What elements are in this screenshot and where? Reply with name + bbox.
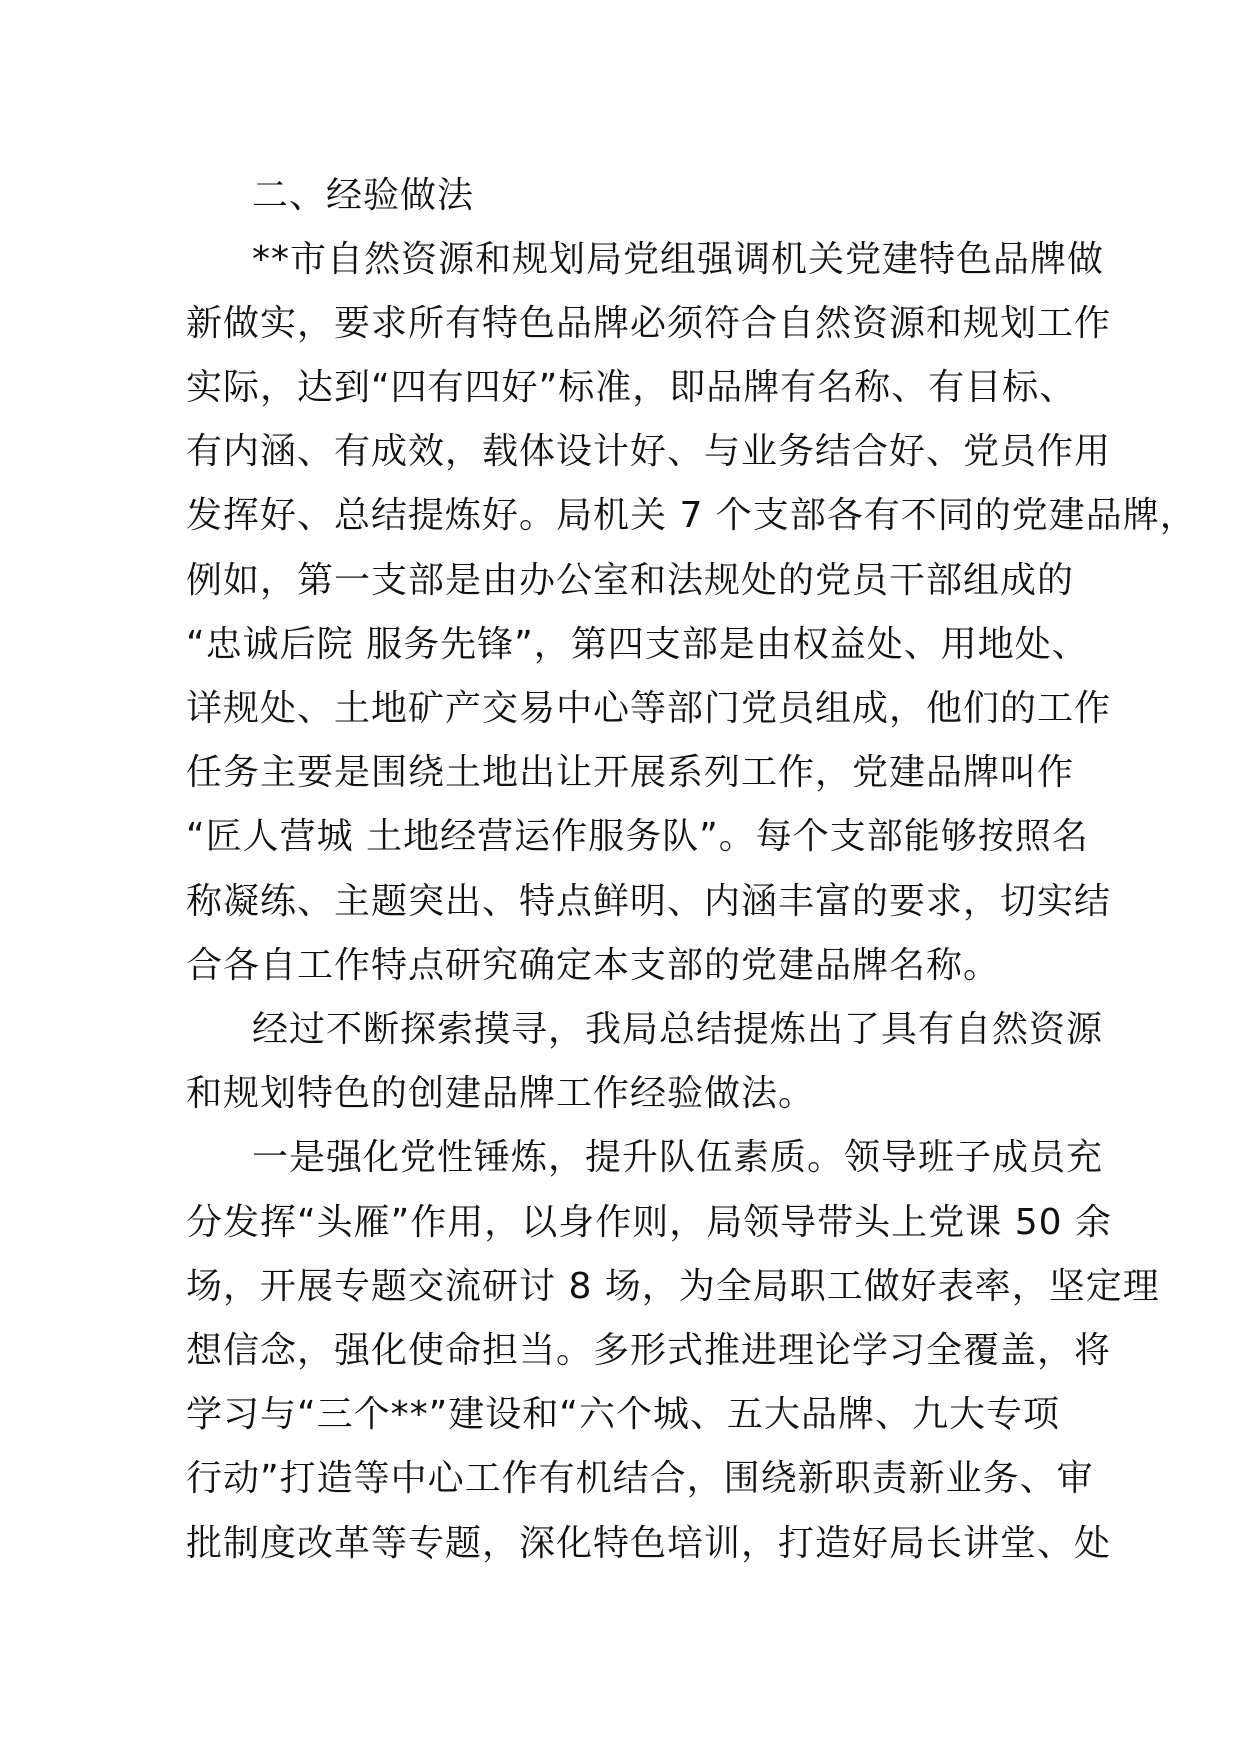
paragraph-line: 例如，第一支部是由办公室和法规处的党员干部组成的 [186,560,1075,601]
paragraph-line: 想信念，强化使命担当。多形式推进理论学习全覆盖，将 [186,1330,1112,1371]
paragraph-line: “忠诚后院 服务先锋”，第四支部是由权益处、用地处、 [186,624,1089,665]
paragraph-line: 任务主要是围绕土地出让开展系列工作，党建品牌叫作 [186,752,1075,793]
paragraph-line: **市自然资源和规划局党组强调机关党建特色品牌做 [252,239,1105,280]
paragraph-line: 有内涵、有成效，载体设计好、与业务结合好、党员作用 [186,431,1112,472]
paragraph-line: 行动”打造等中心工作有机结合，围绕新职责新业务、审 [186,1458,1094,1499]
paragraph-line: 一是强化党性锤炼，提升队伍素质。领导班子成员充 [252,1137,1104,1178]
paragraph-line: 经过不断探索摸寻，我局总结提炼出了具有自然资源 [252,1009,1104,1050]
paragraph-line: 称凝练、主题突出、特点鲜明、内涵丰富的要求，切实结 [186,881,1112,922]
paragraph-line: 合各自工作特点研究确定本支部的党建品牌名称。 [186,945,1001,986]
paragraph-line: 分发挥“头雁”作用，以身作则，局领导带头上党课 50 余 [186,1202,1112,1243]
paragraph-line: 学习与“三个**”建设和“六个城、五大品牌、九大专项 [186,1394,1060,1435]
paragraph-line: 批制度改革等专题，深化特色培训，打造好局长讲堂、处 [186,1523,1112,1564]
paragraph-line: 实际，达到“四有四好”标准，即品牌有名称、有目标、 [186,367,1077,408]
paragraph-line: 发挥好、总结提炼好。局机关 7 个支部各有不同的党建品牌， [186,495,1197,536]
paragraph-line: 和规划特色的创建品牌工作经验做法。 [186,1073,816,1114]
paragraph-line: “匠人营城 土地经营运作服务队”。每个支部能够按照名 [186,816,1089,857]
section-heading: 二、经验做法 [252,175,475,216]
paragraph-line: 详规处、土地矿产交易中心等部门党员组成，他们的工作 [186,688,1112,729]
paragraph-line: 场，开展专题交流研讨 8 场，为全局职工做好表率，坚定理 [186,1266,1160,1307]
paragraph-line: 新做实，要求所有特色品牌必须符合自然资源和规划工作 [186,303,1112,344]
